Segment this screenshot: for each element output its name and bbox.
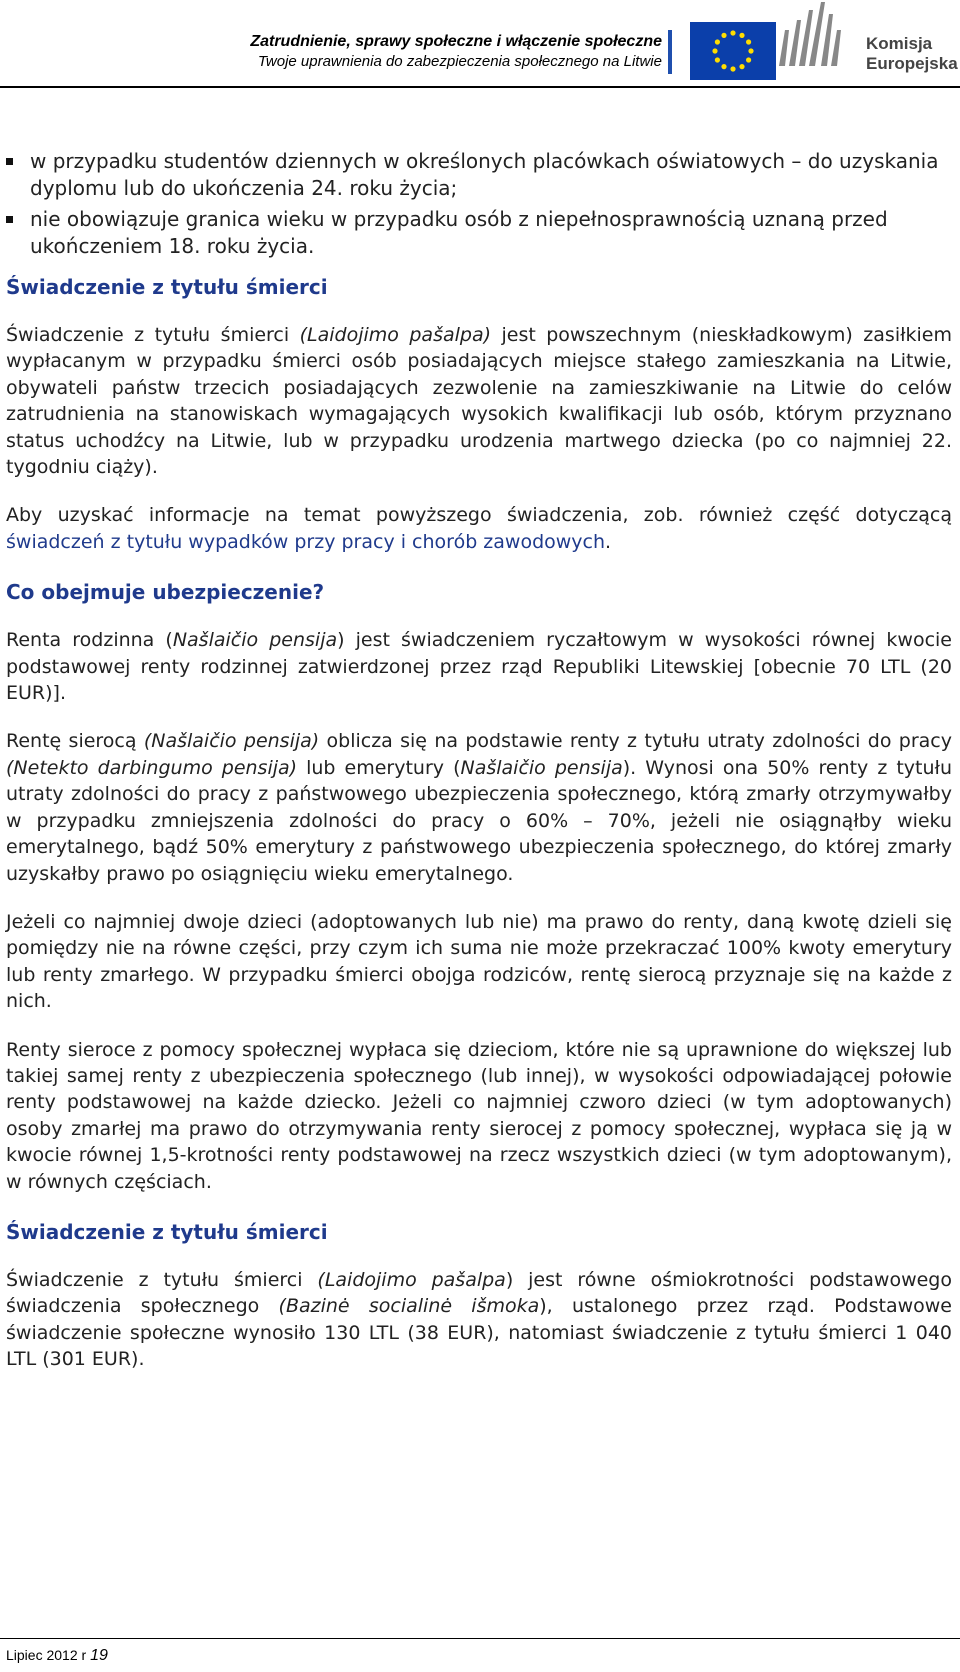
logo-line-2: Europejska xyxy=(866,54,958,73)
paragraph: Świadczenie z tytułu śmierci (Laidojimo pašalpa) jest powszechnym (nieskładkowym) zasiłkiem wypłacanym w przypadku śmierci osób posiadających miejsce stałego zamieszkania na Litwie, obywateli państw trzecich posiadających zezwolenie na zamieszkiwanie na Litwie do celów zatrudnienia na stanowiskach wymagających wysokich kwalifikacji lub osób, którym przyznano status uchodźcy na Litwie, lub w przypadku urodzenia martwego dziecka (po co najmniej 22. tygodniu ciąży). xyxy=(6,324,952,479)
page-header xyxy=(0,0,960,88)
paragraph: Aby uzyskać informacje na temat powyższego świadczenia, zob. również część dotyczącą świadczeń z tytułu wypadków przy pracy i chorób zawodowych. xyxy=(6,504,952,553)
section-heading: Co obejmuje ubezpieczenie? xyxy=(6,580,325,605)
paragraph: Świadczenie z tytułu śmierci (Laidojimo pašalpa) jest równe ośmiokrotności podstawowego świadczenia społecznego (Bazinė socialinė išmoka), ustalonego przez rząd. Podstawowe świadczenie społeczne wynosiło 130 LTL (38 EUR), natomiast świadczenie z tytułu śmierci 1 040 LTL (301 EUR). xyxy=(6,1268,952,1371)
commission-building-icon xyxy=(775,0,865,68)
bullet-text: nie obowiązuje granica wieku w przypadku osób z niepełnosprawnością uznaną przed ukończeniem 18. roku życia. xyxy=(30,207,888,258)
commission-logo-text xyxy=(866,34,958,74)
bullet-icon xyxy=(6,158,13,165)
paragraph: Jeżeli co najmniej dwoje dzieci (adoptowanych lub nie) ma prawo do renty, daną kwotę dzieli się pomiędzy nie na równe części, przy czym ich suma nie może przekraczać 100% kwoty emerytury lub renty zmarłego. W przypadku śmierci obojga rodziców, rentę sierocą przyznaje się na każde z nich. xyxy=(6,910,952,1013)
bullet-list xyxy=(6,148,952,260)
section-heading: Świadczenie z tytułu śmierci xyxy=(6,275,328,299)
header-subtitle: Twoje uprawnienia do zabezpieczenia społecznego na Litwie xyxy=(257,53,662,70)
list-item xyxy=(6,206,952,260)
occupational-accidents-link[interactable]: świadczeń z tytułu wypadków przy pracy i chorób zawodowych xyxy=(6,530,606,553)
header-title: Zatrudnienie, sprawy społeczne i włączenie społeczne xyxy=(250,33,662,50)
list-item xyxy=(6,148,952,202)
bullet-text: w przypadku studentów dziennych w określonych placówkach oświatowych – do uzyskania dyplomu lub do ukończenia 24. roku życia; xyxy=(30,149,939,200)
page-footer xyxy=(6,1647,108,1665)
paragraph: Renta rodzinna (Našlaičio pensija) jest świadczeniem ryczałtowym w wysokości równej kwocie podstawowej renty rodzinnej zatwierdzonej przez rząd Republiki Litewskiej [obecnie 70 LTL (20 EUR)]. xyxy=(6,629,952,705)
footer-date: Lipiec 2012 r xyxy=(6,1647,87,1663)
header-titles xyxy=(250,32,662,72)
eu-flag-icon xyxy=(690,22,776,80)
section-heading: Świadczenie z tytułu śmierci xyxy=(6,1219,328,1244)
header-divider-bar xyxy=(668,30,672,74)
paragraph: Renty sieroce z pomocy społecznej wypłaca się dzieciom, które nie są uprawnione do większej lub takiej samej renty z ubezpieczenia społecznego (lub innej), w wysokości odpowiadającej połowie renty podstawowej na każde dziecko. Jeżeli co najmniej czworo dzieci (w tym adoptowanych) osoby zmarłej ma prawo do otrzymywania renty sierocej z pomocy społecznej, wypłaca się ją w kwocie równej 1,5-krotności renty podstawowej na rzecz wszystkich dzieci (w tym adoptowanym), w równych częściach. xyxy=(6,1038,952,1193)
page-content xyxy=(6,148,952,1373)
header-rule xyxy=(0,86,960,88)
page-number: 19 xyxy=(90,1647,108,1664)
bullet-icon xyxy=(6,216,13,223)
footer-rule xyxy=(0,1638,960,1639)
logo-line-1: Komisja xyxy=(866,34,933,53)
paragraph: Rentę sierocą (Našlaičio pensija) oblicza się na podstawie renty z tytułu utraty zdolności do pracy (Netekto darbingumo pensija) lub emerytury (Našlaičio pensija). Wynosi ona 50% renty z tytułu utraty zdolności do pracy z państwowego ubezpieczenia społecznego, którą zmarły otrzymywałby w przypadku zmniejszenia zdolności do pracy o 60% – 70%, jeżeli nie osiągnąłby wieku emerytalnego, bądź 50% emerytury z państwowego ubezpieczenia społecznego, do której zmarły uzyskałby prawo po osiągnięciu wieku emerytalnego. xyxy=(6,730,952,885)
